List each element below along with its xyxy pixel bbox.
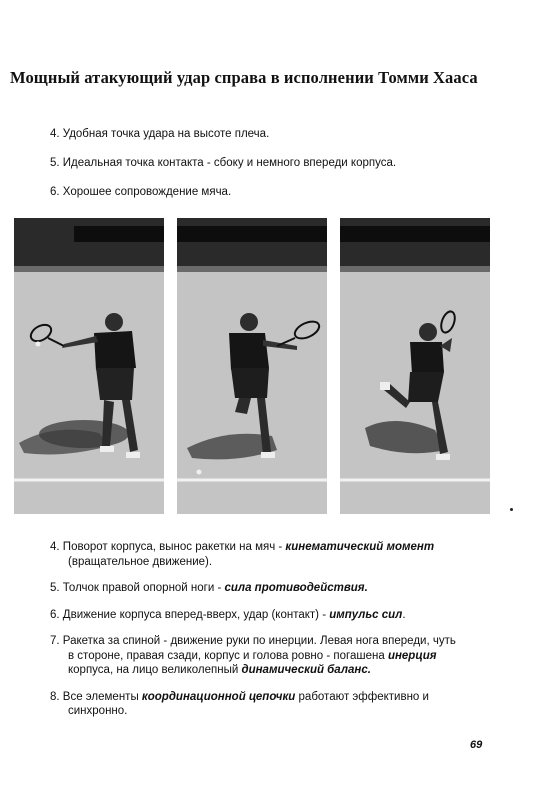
tennis-photo-2 xyxy=(177,218,327,514)
item-continuation: (вращательное движение). xyxy=(68,555,213,568)
player-contact-image xyxy=(177,218,327,514)
item-number: 4. xyxy=(50,541,60,553)
tennis-photo-1 xyxy=(14,218,164,514)
item-text-end: . xyxy=(402,608,406,621)
item-term: инерция xyxy=(387,649,437,662)
item-term: кинематический момент xyxy=(285,541,435,553)
item-term: импульс сил xyxy=(329,608,403,621)
item-text: Толчок правой опорной ноги - xyxy=(62,582,225,594)
page-title: Мощный атакующий удар справа в исполнении Томми Хааса xyxy=(10,68,478,87)
item-term: координационной цепочки xyxy=(141,690,296,703)
technique-point: 4. Удобная точка удара на высоте плеча. xyxy=(50,128,270,140)
print-speck xyxy=(510,508,513,511)
item-continuation xyxy=(50,663,490,678)
photo-sequence xyxy=(14,218,490,520)
item-text: Все элементы xyxy=(62,690,142,703)
biomechanics-list xyxy=(50,540,490,731)
biomechanics-item xyxy=(50,540,490,569)
technique-point: 5. Идеальная точка контакта - сбоку и немного впереди корпуса. xyxy=(50,157,397,169)
biomechanics-item xyxy=(50,690,490,719)
page-number: 69 xyxy=(470,739,483,751)
item-text-end: работают эффективно и xyxy=(295,690,429,703)
item-number: 6. xyxy=(50,608,60,621)
technique-point: 6. Хорошее сопровождение мяча. xyxy=(50,186,232,198)
item-number: 7. xyxy=(50,635,60,647)
player-follow-through-image xyxy=(340,218,490,514)
biomechanics-item xyxy=(50,634,490,678)
biomechanics-item xyxy=(50,581,490,596)
item-continuation xyxy=(50,649,490,664)
item-continuation: синхронно. xyxy=(68,705,128,717)
item-text: Ракетка за спиной - движение руки по инерции. Левая нога впереди, чуть xyxy=(62,635,456,647)
item-number: 5. xyxy=(50,582,60,594)
item-text: в стороне, правая сзади, корпус и голова ровно - погашена xyxy=(68,649,388,662)
item-text: Движение корпуса вперед-вверх, удар (контакт) - xyxy=(62,608,330,621)
biomechanics-item xyxy=(50,608,490,623)
item-term: сила противодействия. xyxy=(224,582,368,594)
item-number: 8. xyxy=(50,690,60,703)
item-term: динамический баланс. xyxy=(241,664,371,676)
tennis-photo-3 xyxy=(340,218,490,514)
item-text: Поворот корпуса, вынос ракетки на мяч - xyxy=(62,541,286,553)
item-text: корпуса, на лицо великолепный xyxy=(68,664,242,676)
player-forehand-image xyxy=(14,218,164,514)
technique-points-list xyxy=(50,127,520,214)
